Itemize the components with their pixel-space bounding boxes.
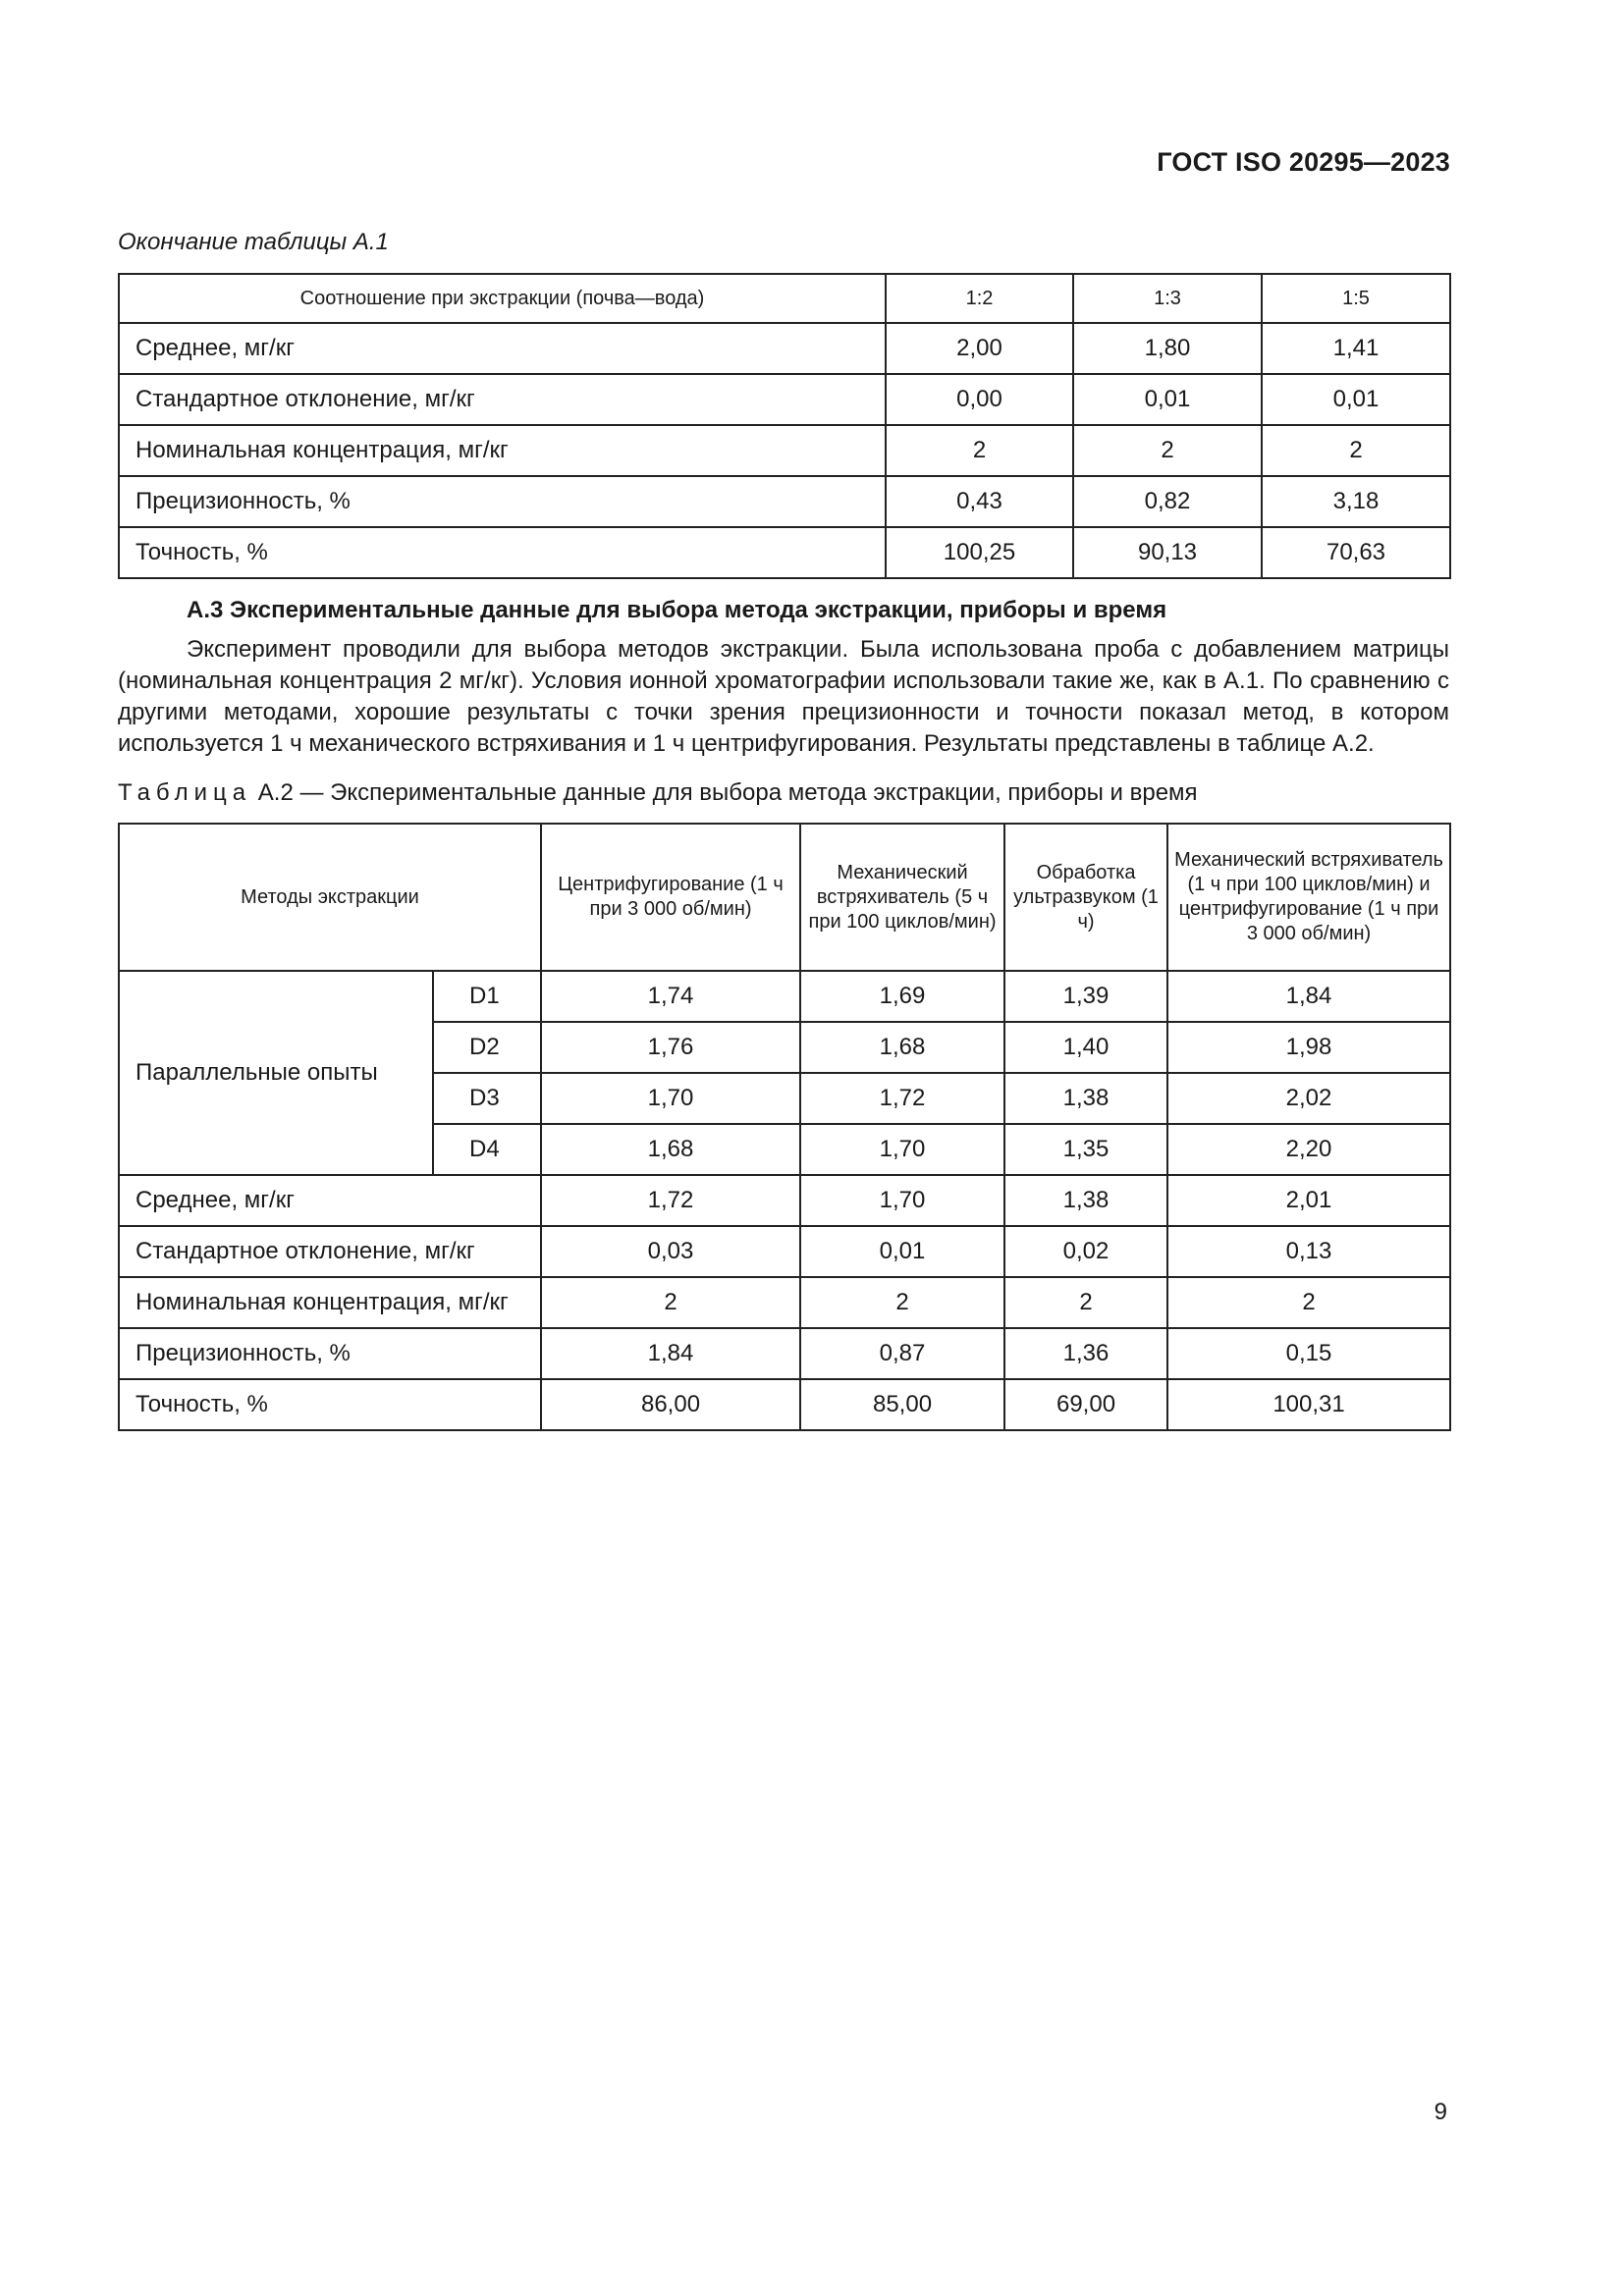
table2-col-header: Механический встряхиватель (5 ч при 100 циклов/мин): [800, 824, 1004, 971]
cell-value: 100,25: [886, 527, 1073, 578]
table-row: [119, 425, 1450, 476]
cell-value: 1,68: [541, 1124, 800, 1175]
cell-value: 1,84: [541, 1328, 800, 1379]
table-row: [119, 1277, 1450, 1328]
cell-value: 2,02: [1167, 1073, 1450, 1124]
table1-caption: Окончание таблицы А.1: [118, 229, 389, 255]
cell-value: 2,20: [1167, 1124, 1450, 1175]
cell-value: 0,01: [1073, 374, 1262, 425]
cell-value: 0,03: [541, 1226, 800, 1277]
cell-value: 0,01: [800, 1226, 1004, 1277]
table1-col-header: 1:2: [886, 274, 1073, 323]
cell-value: 2: [1004, 1277, 1167, 1328]
document-id: ГОСТ ISO 20295—2023: [1157, 147, 1450, 177]
page-number: 9: [1434, 2099, 1447, 2125]
paragraph-text: Эксперимент проводили для выбора методов экстракции. Была использована проба с добавлением матрицы (номинальная концентрация 2 мг/кг). Условия ионной хроматографии использовали такие же, как в А.1. По сравнению с другими методами, хорошие результаты с точки зрения прецизионности и точности показал метод, в котором используется 1 ч механического встряхивания и 1 ч центрифугирования. Результаты представлены в таблице А.2.: [118, 636, 1449, 757]
cell-value: 1,70: [800, 1175, 1004, 1226]
cell-value: 100,31: [1167, 1379, 1450, 1430]
row-label: Прецизионность, %: [119, 1328, 541, 1379]
cell-value: 90,13: [1073, 527, 1262, 578]
row-label: Точность, %: [119, 1379, 541, 1430]
table2-caption-word: Таблица: [118, 779, 252, 806]
row-label: Номинальная концентрация, мг/кг: [119, 1277, 541, 1328]
parallel-runs-label: Параллельные опыты: [119, 971, 433, 1175]
cell-value: 0,01: [1262, 374, 1450, 425]
cell-value: 1,72: [800, 1073, 1004, 1124]
cell-value: 0,43: [886, 476, 1073, 527]
replicate-label: D3: [433, 1073, 541, 1124]
table-row: [119, 476, 1450, 527]
table-row: [119, 374, 1450, 425]
cell-value: 1,38: [1004, 1175, 1167, 1226]
table-a1-end: [118, 273, 1451, 579]
cell-value: 2: [800, 1277, 1004, 1328]
cell-value: 1,76: [541, 1022, 800, 1073]
cell-value: 2: [1073, 425, 1262, 476]
cell-value: 1,84: [1167, 971, 1450, 1022]
row-label: Стандартное отклонение, мг/кг: [119, 374, 886, 425]
cell-value: 1,70: [800, 1124, 1004, 1175]
table1-col-header: 1:3: [1073, 274, 1262, 323]
cell-value: 1,41: [1262, 323, 1450, 374]
table1-header-label: Соотношение при экстракции (почва—вода): [119, 274, 886, 323]
table-row: [119, 527, 1450, 578]
section-title: А.3 Экспериментальные данные для выбора метода экстракции, приборы и время: [187, 597, 1167, 623]
cell-value: 1,39: [1004, 971, 1167, 1022]
cell-value: 3,18: [1262, 476, 1450, 527]
table-row: [119, 323, 1450, 374]
cell-value: 2: [1167, 1277, 1450, 1328]
cell-value: 0,02: [1004, 1226, 1167, 1277]
cell-value: 1,40: [1004, 1022, 1167, 1073]
cell-value: 1,98: [1167, 1022, 1450, 1073]
row-label: Номинальная концентрация, мг/кг: [119, 425, 886, 476]
cell-value: 0,82: [1073, 476, 1262, 527]
cell-value: 0,13: [1167, 1226, 1450, 1277]
table2-col-header: Механический встряхиватель (1 ч при 100 циклов/мин) и центрифугирование (1 ч при 3 000 об/мин): [1167, 824, 1450, 971]
cell-value: 1,80: [1073, 323, 1262, 374]
table2-header-label: Методы экстракции: [119, 824, 541, 971]
cell-value: 2,01: [1167, 1175, 1450, 1226]
cell-value: 2: [541, 1277, 800, 1328]
replicate-label: D2: [433, 1022, 541, 1073]
cell-value: 1,72: [541, 1175, 800, 1226]
table-row: [119, 1226, 1450, 1277]
cell-value: 1,35: [1004, 1124, 1167, 1175]
cell-value: 2,00: [886, 323, 1073, 374]
table2-col-header: Центрифугирование (1 ч при 3 000 об/мин): [541, 824, 800, 971]
table1-header-row: [119, 274, 1450, 323]
row-label: Среднее, мг/кг: [119, 1175, 541, 1226]
table-row: [119, 1379, 1450, 1430]
cell-value: 1,38: [1004, 1073, 1167, 1124]
cell-value: 85,00: [800, 1379, 1004, 1430]
row-label: Среднее, мг/кг: [119, 323, 886, 374]
row-label: Прецизионность, %: [119, 476, 886, 527]
cell-value: 0,15: [1167, 1328, 1450, 1379]
table-row: [119, 1175, 1450, 1226]
cell-value: 1,70: [541, 1073, 800, 1124]
table2-caption-text: А.2 — Экспериментальные данные для выбора метода экстракции, приборы и время: [257, 779, 1198, 806]
cell-value: 0,00: [886, 374, 1073, 425]
table2-header-row: [119, 824, 1450, 971]
cell-value: 2: [886, 425, 1073, 476]
cell-value: 1,69: [800, 971, 1004, 1022]
table-row: [119, 1328, 1450, 1379]
cell-value: 69,00: [1004, 1379, 1167, 1430]
table2-caption: [118, 779, 1198, 807]
table-row: [119, 971, 1450, 1022]
table2-col-header: Обработка ультразвуком (1 ч): [1004, 824, 1167, 971]
row-label: Стандартное отклонение, мг/кг: [119, 1226, 541, 1277]
cell-value: 86,00: [541, 1379, 800, 1430]
cell-value: 2: [1262, 425, 1450, 476]
section-paragraph: [118, 634, 1449, 760]
table-a2: [118, 823, 1451, 1431]
cell-value: 1,74: [541, 971, 800, 1022]
row-label: Точность, %: [119, 527, 886, 578]
cell-value: 1,68: [800, 1022, 1004, 1073]
replicate-label: D4: [433, 1124, 541, 1175]
cell-value: 0,87: [800, 1328, 1004, 1379]
replicate-label: D1: [433, 971, 541, 1022]
table1-col-header: 1:5: [1262, 274, 1450, 323]
cell-value: 1,36: [1004, 1328, 1167, 1379]
cell-value: 70,63: [1262, 527, 1450, 578]
